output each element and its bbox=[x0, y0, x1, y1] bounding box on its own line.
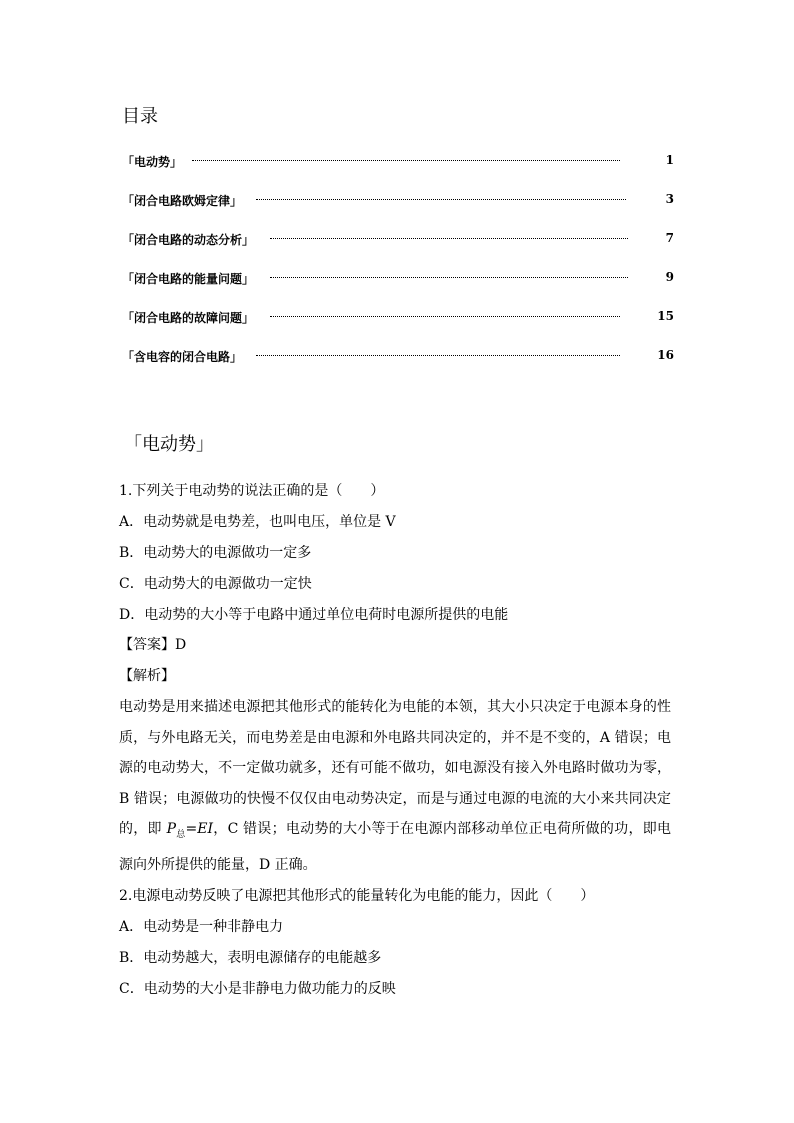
analysis-text: 电动势是用来描述电源把其他形式的能转化为电能的本领，其大小只决定于电源本身的性质，与外电路无关，而电势差是由电源和外电路共同决定的，并不是不变的，A 错误；电源的电动势大，不一定做功就多，还有可能不做功，如电源没有接入外电路时做功为零，B 错误；电源做功的快慢不仅仅由电动势决定，而是与通过电源的电流的大小来共同决定的，即 bbox=[119, 699, 671, 837]
toc-leader-dots bbox=[192, 160, 620, 161]
toc-leader-dots bbox=[270, 238, 628, 239]
option-a: A．电动势是一种非静电力 bbox=[119, 919, 284, 935]
option-b: B．电动势大的电源做功一定多 bbox=[119, 545, 312, 561]
analysis-label: 【解析】 bbox=[119, 668, 175, 684]
question-stem: 2.电源电动势反映了电源把其他形式的能量转化为电能的能力，因此（ ） bbox=[119, 888, 595, 904]
toc-entry[interactable] bbox=[122, 270, 674, 286]
formula-subscript: 总 bbox=[175, 829, 186, 840]
toc-entry-page: 3 bbox=[665, 192, 674, 206]
toc-entry-page: 7 bbox=[665, 231, 674, 245]
question-stem: 1.下列关于电动势的说法正确的是（ ） bbox=[119, 483, 385, 499]
section-title: 「电动势」 bbox=[124, 434, 214, 455]
toc-entry-label[interactable]: 「闭合电路的能量问题」 bbox=[122, 272, 255, 286]
option-c: C．电动势大的电源做功一定快 bbox=[119, 576, 312, 592]
toc-entry[interactable] bbox=[122, 231, 674, 247]
toc-leader-dots bbox=[256, 199, 626, 200]
toc-entry-label[interactable]: 「电动势」 bbox=[122, 155, 183, 169]
analysis-text-cont: ，C 错误；电动势的大小等于在电源内部移动单位正电荷所做的功，即电源向外所提供的能量，D 正确。 bbox=[119, 821, 671, 874]
toc-entry-page: 9 bbox=[665, 270, 674, 284]
formula-power: P bbox=[166, 821, 176, 837]
toc-entry-page: 15 bbox=[657, 309, 674, 323]
formula-rest: =EI bbox=[185, 821, 214, 837]
option-c: C．电动势的大小是非静电力做功能力的反映 bbox=[119, 981, 396, 997]
toc-entry-label[interactable]: 「含电容的闭合电路」 bbox=[122, 350, 243, 364]
toc-leader-dots bbox=[270, 316, 620, 317]
toc-entry-label[interactable]: 「闭合电路欧姆定律」 bbox=[122, 194, 243, 208]
toc-entry[interactable] bbox=[122, 192, 674, 208]
toc-entry-page: 1 bbox=[665, 153, 674, 167]
option-b: B．电动势越大，表明电源储存的电能越多 bbox=[119, 950, 382, 966]
toc-entry[interactable] bbox=[122, 309, 674, 325]
toc-title: 目录 bbox=[122, 106, 158, 127]
toc-entry-label[interactable]: 「闭合电路的故障问题」 bbox=[122, 311, 255, 325]
toc-entry[interactable] bbox=[122, 348, 674, 364]
toc-leader-dots bbox=[256, 355, 620, 356]
toc-entry-label[interactable]: 「闭合电路的动态分析」 bbox=[122, 233, 255, 247]
toc-entry[interactable] bbox=[122, 153, 674, 169]
analysis-paragraph bbox=[119, 692, 671, 881]
option-d: D．电动势的大小等于电路中通过单位电荷时电源所提供的电能 bbox=[119, 607, 509, 623]
toc-entry-page: 16 bbox=[657, 348, 674, 362]
option-a: A．电动势就是电势差，也叫电压，单位是 V bbox=[119, 514, 396, 530]
toc-leader-dots bbox=[270, 277, 628, 278]
answer-label: 【答案】D bbox=[119, 637, 187, 653]
